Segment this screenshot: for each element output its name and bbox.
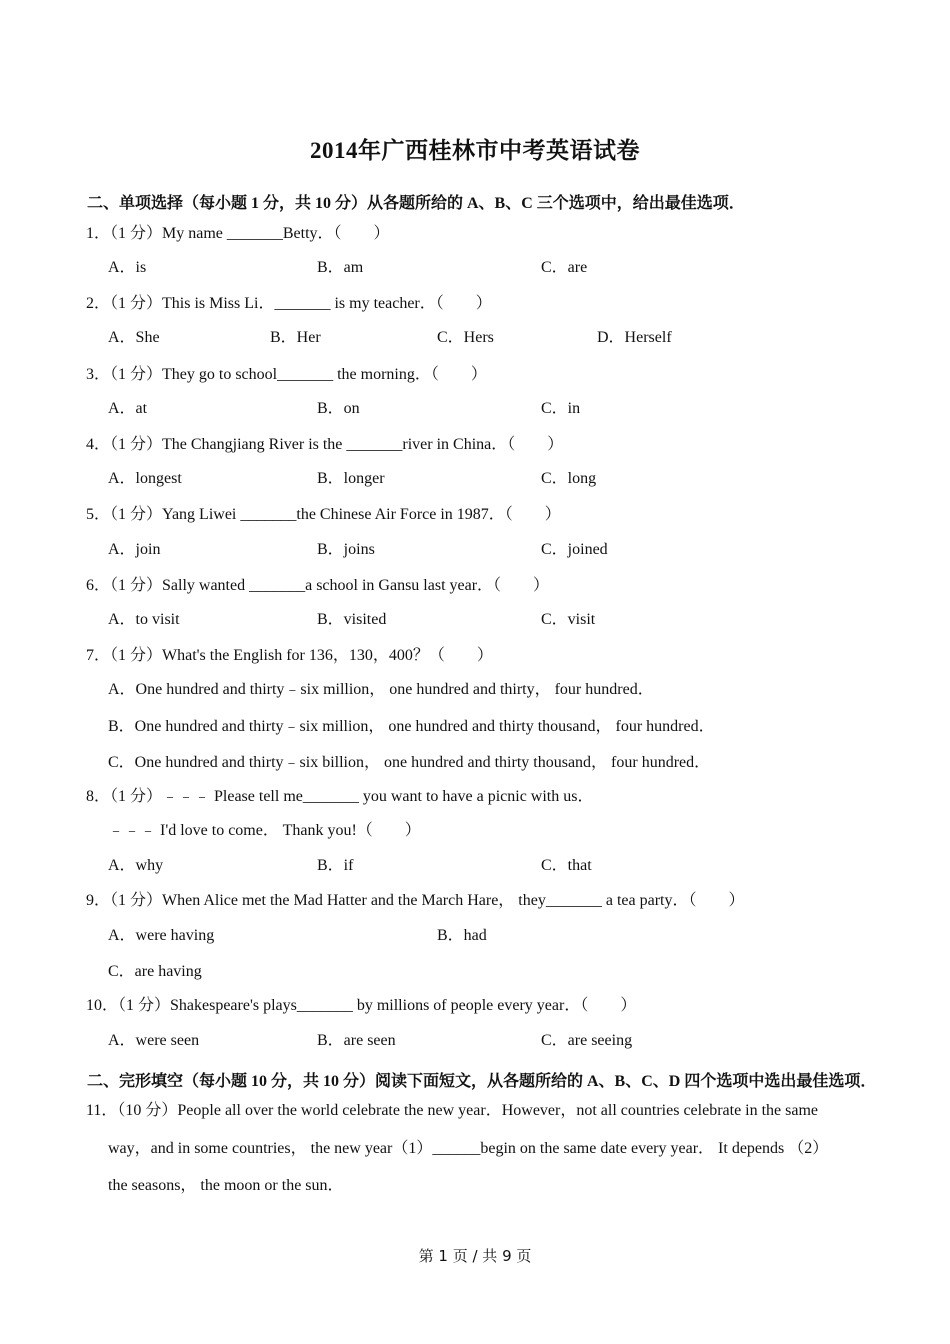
section-heading-single-choice: 二、单项选择（每小题 1 分，共 10 分）从各题所给的 A、B、C 三个选项中，给出最佳选项．	[87, 195, 745, 212]
question-5-option-b: B．joins	[317, 541, 375, 558]
question-7-option-c: C．One hundred and thirty﹣six billion， one hundred and thirty thousand， four hundred．	[108, 754, 711, 771]
question-6-stem: 6．（1 分）Sally wanted _______a school in Gansu last year．（ ）	[86, 577, 550, 594]
section-heading-cloze: 二、完形填空（每小题 10 分，共 10 分）阅读下面短文，从各题所给的 A、B、C、D 四个选项中选出最佳选项．	[87, 1073, 877, 1090]
question-7-option-a: A．One hundred and thirty﹣six million， one hundred and thirty， four hundred．	[108, 681, 654, 698]
question-4-stem: 4．（1 分）The Changjiang River is the _______river in China．（ ）	[86, 436, 564, 453]
question-2-option-d: D．Herself	[597, 329, 672, 346]
question-5-stem: 5．（1 分）Yang Liwei _______the Chinese Air Force in 1987．（ ）	[86, 506, 561, 523]
question-8-stem: 8．（1 分）﹣﹣﹣ Please tell me_______ you want to have a picnic with us．	[86, 788, 594, 805]
question-4-option-c: C．long	[541, 470, 597, 487]
question-7-stem: 7．（1 分）What's the English for 136，130，400？（ ）	[86, 647, 493, 664]
question-3-stem: 3．（1 分）They go to school_______ the morning．（ ）	[86, 366, 487, 383]
question-10-option-c: C．are seeing	[541, 1032, 633, 1049]
question-5-option-c: C．joined	[541, 541, 608, 558]
question-4-option-a: A．longest	[108, 470, 182, 487]
question-9-option-a: A．were having	[108, 927, 215, 944]
question-10-stem: 10．（1 分）Shakespeare's plays_______ by millions of people every year．（ ）	[86, 997, 637, 1014]
question-2-stem: 2．（1 分）This is Miss Li．_______ is my teacher．（ ）	[86, 295, 492, 312]
question-1-stem: 1．（1 分）My name _______Betty．（ ）	[86, 225, 390, 242]
question-11-line-2: way，and in some countries， the new year（1）______begin on the same date every year． It depends （2）	[108, 1140, 829, 1157]
question-7-option-b: B．One hundred and thirty﹣six million， one hundred and thirty thousand， four hundred．	[108, 718, 715, 735]
question-4-option-b: B．longer	[317, 470, 385, 487]
question-2-option-a: A．She	[108, 329, 160, 346]
page-title: 2014年广西桂林市中考英语试卷	[310, 138, 640, 163]
question-1-option-b: B．am	[317, 259, 364, 276]
question-6-option-a: A．to visit	[108, 611, 180, 628]
question-9-stem: 9．（1 分）When Alice met the Mad Hatter and the March Hare， they_______ a tea party．（ ）	[86, 892, 745, 909]
question-8-option-b: B．if	[317, 857, 354, 874]
question-1-option-a: A．is	[108, 259, 147, 276]
question-6-option-b: B．visited	[317, 611, 387, 628]
question-9-option-c: C．are having	[108, 963, 202, 980]
question-10-option-b: B．are seen	[317, 1032, 396, 1049]
question-11-line-1: 11．（10 分）People all over the world celebrate the new year．However，not all countries celebrate in the same	[86, 1102, 819, 1119]
question-9-option-b: B．had	[437, 927, 487, 944]
question-2-option-b: B．Her	[270, 329, 321, 346]
page-footer: 第 1 页 / 共 9 页	[418, 1247, 532, 1265]
question-8-stem-reply: ﹣﹣﹣ I'd love to come． Thank you!（ ）	[108, 822, 421, 839]
question-3-option-c: C．in	[541, 400, 581, 417]
question-8-option-c: C．that	[541, 857, 592, 874]
question-6-option-c: C．visit	[541, 611, 596, 628]
question-3-option-a: A．at	[108, 400, 148, 417]
question-8-option-a: A．why	[108, 857, 164, 874]
question-2-option-c: C．Hers	[437, 329, 494, 346]
question-5-option-a: A．join	[108, 541, 161, 558]
question-10-option-a: A．were seen	[108, 1032, 200, 1049]
question-3-option-b: B．on	[317, 400, 360, 417]
question-11-line-3: the seasons， the moon or the sun．	[108, 1177, 344, 1194]
question-1-option-c: C．are	[541, 259, 588, 276]
